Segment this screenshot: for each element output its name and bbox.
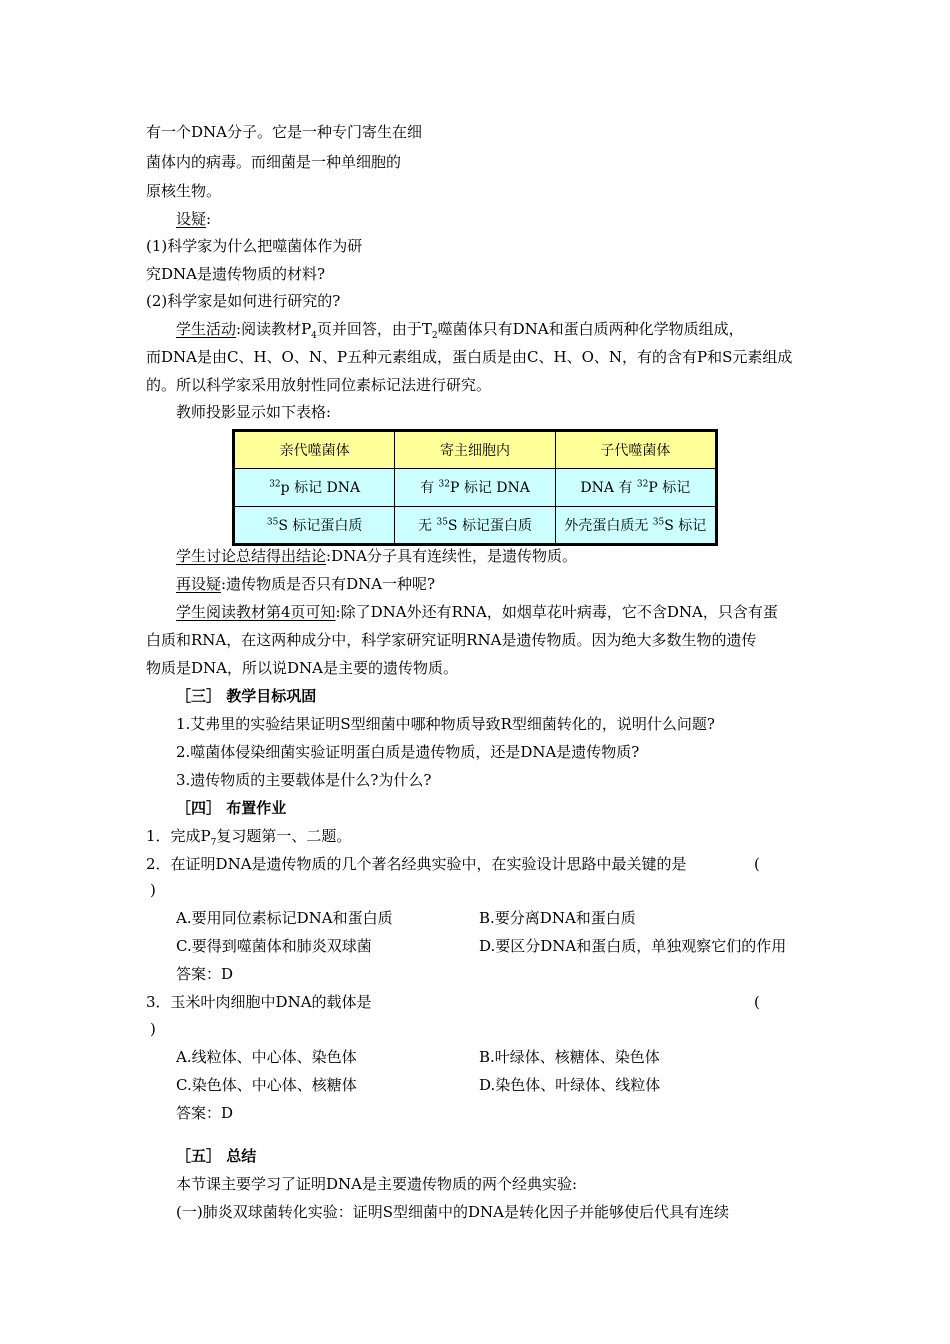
experiment-table [232,429,718,546]
reading-line-3: 物质是DNA，所以说DNA是主要的遗传物质。 [146,659,458,677]
activity-text-c: 噬菌体只有DNA和蛋白质两种化学物质组成， [437,320,744,338]
homework-3-option-a: A.线粒体、中心体、染色体 [176,1048,357,1066]
homework-3-paren-close: ) [150,1020,156,1038]
table-row [235,469,716,506]
cell-text: S 标记蛋白质 [278,517,363,534]
requestion-text: :遗传物质是否只有DNA一种呢? [221,575,436,593]
cell-text: S 标记 [664,517,707,534]
isotope-sup: 32 [269,479,281,490]
discussion-text: :DNA分子具有连续性，是遗传物质。 [326,547,578,565]
table-cell [395,506,555,543]
discussion-line [176,546,577,568]
section-3-item-1: 1.艾弗里的实验结果证明S型细菌中哪种物质导致R型细菌转化的，说明什么问题? [176,715,715,733]
isotope-sup: 32 [636,479,649,490]
homework-1-text-a: 1．完成P [146,827,211,845]
section-3-item-2: 2.噬菌体侵染细菌实验证明蛋白质是遗传物质，还是DNA是遗传物质? [176,743,640,761]
cell-text: 有 [420,480,439,497]
table-header-cell: 子代噬菌体 [555,432,715,469]
question-heading [176,209,211,231]
requestion-label: 再设疑 [176,575,222,593]
homework-2-paren-close: ) [150,881,156,899]
reading-text: :除了DNA外还有RNA，如烟草花叶病毒，它不含DNA，只含有蛋 [335,603,778,621]
cell-text: P 标记 DNA [449,480,530,497]
cell-text: DNA 有 [580,480,637,497]
section-4-title: ［四］ 布置作业 [176,799,287,817]
cell-text: 外壳蛋白质无 [564,517,653,534]
question-colon: : [206,210,212,228]
cell-text: p 标记 DNA [280,480,361,497]
table-header-row [235,432,716,469]
homework-3-option-c: C.染色体、中心体、核糖体 [176,1076,357,1094]
isotope-sup: 32 [438,479,450,490]
activity-line-1 [176,319,744,341]
homework-3-paren-open: ( [754,993,760,1011]
section-3-title: ［三］ 教学目标巩固 [176,687,317,705]
homework-2-option-c: C.要得到噬菌体和肺炎双球菌 [176,937,372,955]
table-cell [235,506,395,543]
table-cell [555,469,715,506]
intro-line-1: 有一个DNA分子。它是一种专门寄生在细 [146,123,422,141]
activity-line-2: 而DNA是由C、H、O、N、P五种元素组成，蛋白质是由C、H、O、N，有的含有P和S元素组成 [146,348,793,366]
summary-line-2: (一)肺炎双球菌转化实验：证明S型细菌中的DNA是转化因子并能够使后代具有连续 [176,1203,729,1221]
table-cell [235,469,395,506]
homework-3-option-b: B.叶绿体、核糖体、染色体 [479,1048,660,1066]
table-row [235,506,716,543]
activity-text-a: :阅读教材P [236,320,312,338]
isotope-sup: 35 [652,517,665,528]
homework-1-sub: 7 [210,838,217,848]
activity-label: 学生活动 [176,320,237,338]
homework-2-paren-open: ( [754,855,760,873]
table-cell [395,469,555,506]
activity-line-3: 的。所以科学家采用放射性同位素标记法进行研究。 [146,376,492,394]
homework-1 [146,826,351,848]
homework-3-stem: 3．玉米叶肉细胞中DNA的载体是 [146,993,372,1011]
cell-text: 无 [418,517,437,534]
summary-line-1: 本节课主要学习了证明DNA是主要遗传物质的两个经典实验: [176,1175,578,1193]
question-label: 设疑 [176,210,207,228]
activity-sub-1: 4 [311,331,317,341]
cell-text: S 标记蛋白质 [447,517,532,534]
activity-text-b: 页并回答，由于T [316,320,432,338]
homework-2-option-d: D.要区分DNA和蛋白质，单独观察它们的作用 [479,937,787,955]
question-1b: 究DNA是遗传物质的材料? [146,265,326,283]
section-5-title: ［五］ 总结 [176,1147,257,1165]
reading-line-1 [176,602,778,624]
table-header-cell: 亲代噬菌体 [235,432,395,469]
homework-2-option-a: A.要用同位素标记DNA和蛋白质 [176,909,393,927]
table-cell [555,506,715,543]
question-2: (2)科学家是如何进行研究的? [146,292,341,310]
reading-line-2: 白质和RNA，在这两种成分中，科学家研究证明RNA是遗传物质。因为绝大多数生物的遗传 [146,631,757,649]
homework-2-option-b: B.要分离DNA和蛋白质 [479,909,636,927]
teacher-line: 教师投影显示如下表格: [176,403,332,421]
homework-1-text-b: 复习题第一、二题。 [216,827,352,845]
section-3-item-3: 3.遗传物质的主要载体是什么?为什么? [176,771,432,789]
cell-text: P 标记 [648,480,691,497]
discussion-label: 学生讨论总结得出结论 [176,547,327,565]
homework-3-option-d: D.染色体、叶绿体、线粒体 [479,1076,661,1094]
table-header-cell: 寄主细胞内 [395,432,555,469]
homework-3-answer: 答案：D [176,1104,234,1122]
intro-line-2: 菌体内的病毒。而细菌是一种单细胞的 [146,153,402,171]
question-1a: (1)科学家为什么把噬菌体作为研 [146,237,363,255]
intro-line-3: 原核生物。 [146,182,222,200]
homework-2-answer: 答案：D [176,965,234,983]
isotope-sup: 35 [266,517,279,528]
requestion-line [176,574,435,596]
activity-sub-2: 2 [431,331,438,341]
reading-label: 学生阅读教材第4页可知 [176,603,336,621]
isotope-sup: 35 [436,517,448,528]
homework-2-stem: 2．在证明DNA是遗传物质的几个著名经典实验中，在实验设计思路中最关键的是 [146,855,687,873]
